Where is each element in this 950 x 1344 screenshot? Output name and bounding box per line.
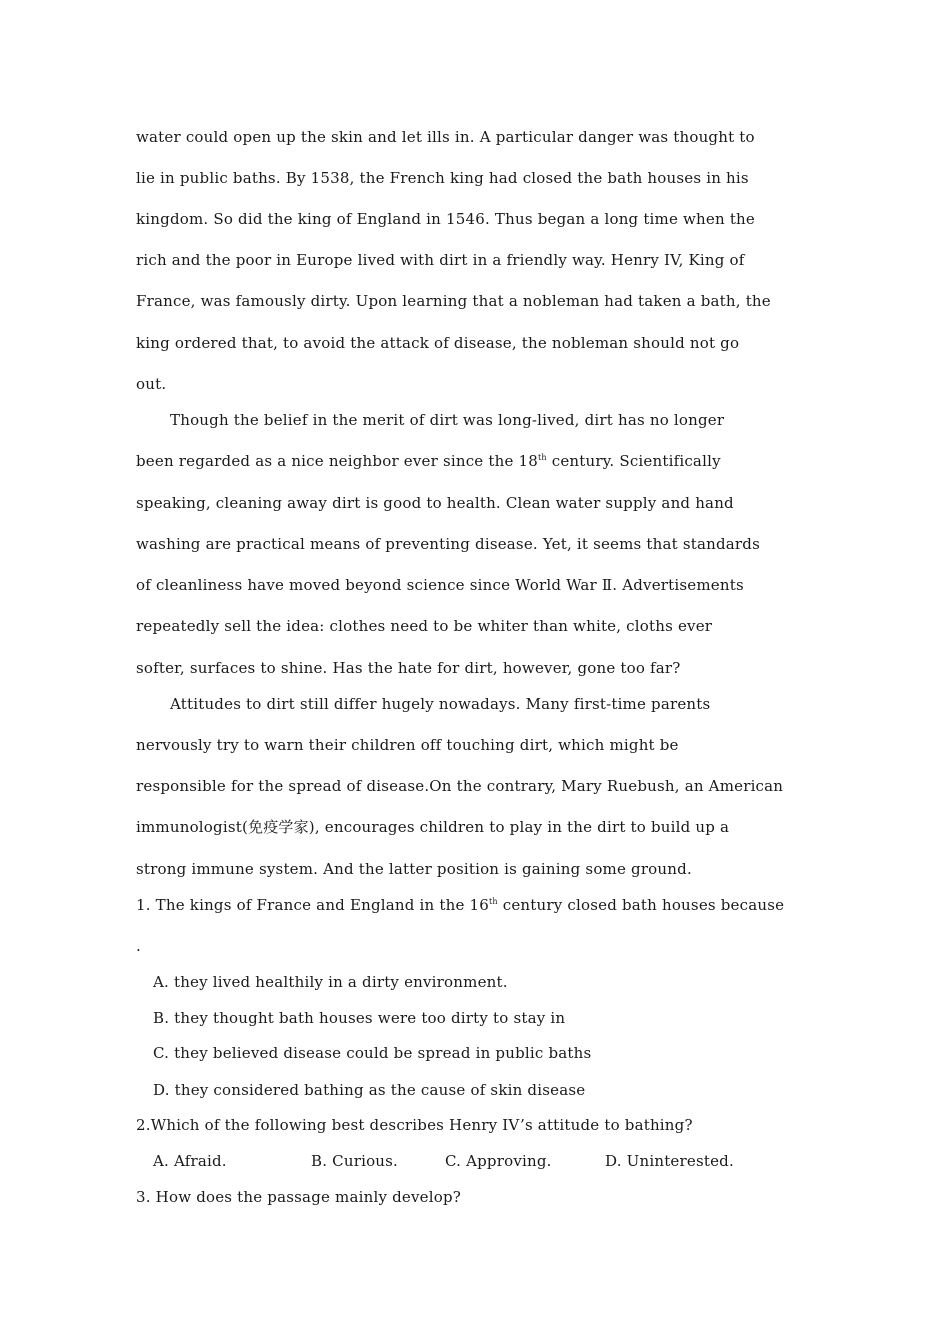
ordinal-suffix: th (537, 453, 547, 462)
ordinal-suffix: th (489, 897, 498, 906)
passage-line: out. (136, 375, 167, 393)
question-2: 2.Which of the following best describes Henry IV’s attitude to bathing? (136, 1116, 693, 1134)
passage-line: lie in public baths. By 1538, the French king had closed the bath houses in his (136, 169, 749, 187)
passage-line: immunologist(免疫学家), encourages children to play in the dirt to build up a (136, 818, 730, 836)
passage-line: washing are practical means of preventing disease. Yet, it seems that standards (136, 535, 760, 553)
passage-line: softer, surfaces to shine. Has the hate for dirt, however, gone too far? (136, 659, 681, 677)
passage-line: water could open up the skin and let ills in. A particular danger was thought to (136, 128, 755, 146)
question-3: 3. How does the passage mainly develop? (136, 1188, 462, 1206)
q2-option-b: B. Curious. (311, 1152, 399, 1170)
q1-option-b: B. they thought bath houses were too dirty to stay in (153, 1009, 566, 1027)
passage-line: rich and the poor in Europe lived with dirt in a friendly way. Henry IV, King of (136, 251, 745, 269)
q1-option-d: D. they considered bathing as the cause of skin disease (153, 1081, 586, 1099)
passage-line (136, 451, 721, 471)
q2-option-a: A. Afraid. (153, 1152, 227, 1170)
passage-line: king ordered that, to avoid the attack of disease, the nobleman should not go (136, 334, 740, 352)
passage-line: responsible for the spread of disease.On the contrary, Mary Ruebush, an American (136, 777, 784, 795)
passage-text: century. Scientifically (546, 452, 721, 470)
q1-option-c: C. they believed disease could be spread in public baths (153, 1044, 592, 1062)
question-1-blank: . (136, 937, 141, 955)
passage-line: of cleanliness have moved beyond science since World War Ⅱ. Advertisements (136, 576, 744, 594)
passage-line: Attitudes to dirt still differ hugely nowadays. Many first-time parents (170, 695, 711, 713)
question-text: 1. The kings of France and England in the 16 (136, 896, 489, 914)
q2-option-d: D. Uninterested. (605, 1152, 734, 1170)
question-text: century closed bath houses because (497, 896, 785, 914)
q1-option-a: A. they lived healthily in a dirty environment. (153, 973, 508, 991)
q2-option-c: C. Approving. (445, 1152, 552, 1170)
passage-line: France, was famously dirty. Upon learning that a nobleman had taken a bath, the (136, 292, 771, 310)
passage-line: kingdom. So did the king of England in 1546. Thus began a long time when the (136, 210, 755, 228)
passage-line: speaking, cleaning away dirt is good to health. Clean water supply and hand (136, 494, 734, 512)
passage-line: repeatedly sell the idea: clothes need to be whiter than white, cloths ever (136, 617, 713, 635)
passage-line: strong immune system. And the latter position is gaining some ground. (136, 860, 692, 878)
passage-line: Though the belief in the merit of dirt was long-lived, dirt has no longer (170, 411, 725, 429)
passage-line: nervously try to warn their children off touching dirt, which might be (136, 736, 679, 754)
passage-text: been regarded as a nice neighbor ever since the 18 (136, 452, 538, 470)
question-1 (136, 895, 784, 915)
